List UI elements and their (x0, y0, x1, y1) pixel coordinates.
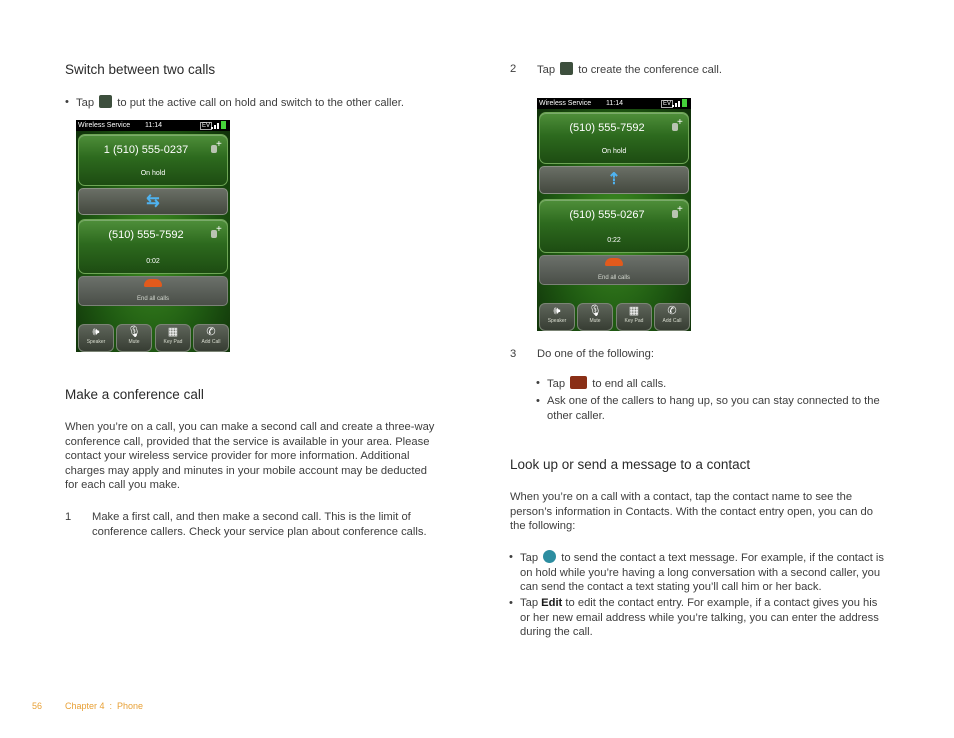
call-keys (537, 301, 691, 331)
add-contact-icon[interactable] (672, 208, 682, 218)
speaker-button[interactable]: 🕪 Speaker (78, 324, 114, 352)
page-number: 56 (32, 701, 43, 711)
swap-calls-icon: ⇆ (146, 192, 160, 210)
text-message-icon (543, 550, 556, 563)
mute-icon: 🎙 (588, 305, 602, 317)
chapter-label: Chapter 4 : Phone (65, 701, 144, 711)
battery-icon (221, 121, 226, 129)
heading-lookup-contact: Look up or send a message to a contact (510, 457, 751, 472)
phone-screenshot-conference (537, 98, 691, 331)
bullet-switch-calls: • Tap to put the active call on hold and switch to the other caller. (76, 95, 436, 111)
add-contact-icon[interactable] (211, 228, 221, 238)
end-all-calls-button[interactable]: End all calls (78, 276, 228, 306)
status-bar: Wireless Service 11:14 EV (537, 98, 691, 109)
speaker-icon: 🕪 (553, 305, 561, 317)
edit-label: Edit (541, 597, 563, 609)
end-all-calls-button[interactable]: End all calls (539, 255, 689, 285)
step-1: 1 Make a first call, and then make a second call. This is the limit of conference callers. Check your service plan about conference calls. (65, 511, 427, 538)
merge-calls-icon: ⇡ (607, 171, 621, 188)
bullet-text-message: • Tap to send the contact a text message. For example, if the contact is on hold while you’re having a long conversation with a second caller, you can send the contact a text stating you’ll call him or her back. (520, 550, 888, 595)
swap-calls-icon (99, 95, 112, 108)
keypad-button[interactable]: ▦ Key Pad (616, 303, 652, 331)
add-call-icon: ✆ (206, 326, 216, 338)
step-2: 2 Tap to create the conference call. (510, 63, 722, 76)
call-card-active[interactable]: (510) 555-0267 + 0:22 (539, 199, 689, 253)
mute-button[interactable]: 🎙 Mute (116, 324, 152, 352)
add-call-icon: ✆ (667, 305, 677, 317)
merge-calls-bar[interactable] (539, 166, 689, 194)
end-call-icon (144, 279, 162, 287)
speaker-button[interactable]: 🕪 Speaker (539, 303, 575, 331)
status-bar: Wireless Service 11:14 EV (76, 120, 230, 131)
speaker-icon: 🕪 (92, 326, 100, 338)
bullet-ask-hang-up: • Ask one of the callers to hang up, so you can stay connected to the other caller. (547, 394, 887, 423)
add-contact-icon[interactable] (211, 143, 221, 153)
mute-icon: 🎙 (127, 326, 141, 338)
keypad-button[interactable]: ▦ Key Pad (155, 324, 191, 352)
end-call-icon (570, 376, 587, 389)
end-call-icon (605, 258, 623, 266)
bullet-end-all: • Tap to end all calls. (547, 376, 887, 392)
add-contact-icon[interactable] (672, 121, 682, 131)
bullet-edit-contact: • Tap Edit to edit the contact entry. For example, if a contact gives you his or her new email address while you’re talking, you can enter the address during the call. (520, 596, 888, 640)
conference-intro: When you’re on a call, you can make a second call and create a three-way conference call, provided that the service is available in your area. Please contact your wireless service provider for more information. Additional charges may apply and minutes in your mobile account may be deducted for each call you make. (65, 421, 435, 492)
call-card-active[interactable]: (510) 555-7592 + 0:02 (78, 219, 228, 274)
add-call-button[interactable]: ✆ Add Call (193, 324, 229, 352)
keypad-icon: ▦ (628, 305, 640, 317)
call-keys (76, 322, 230, 352)
keypad-icon: ▦ (167, 326, 179, 338)
lookup-intro: When you’re on a call with a contact, tap the contact name to see the person’s information in Contacts. With the contact entry open, you can do the following: (510, 491, 873, 533)
add-call-button[interactable]: ✆ Add Call (654, 303, 690, 331)
heading-switch-calls: Switch between two calls (65, 62, 216, 77)
heading-conference-call: Make a conference call (65, 387, 204, 402)
call-card-hold[interactable]: (510) 555-7592 + On hold (539, 112, 689, 164)
mute-button[interactable]: 🎙 Mute (577, 303, 613, 331)
battery-icon (682, 99, 687, 107)
signal-icon: EV (661, 100, 687, 107)
phone-screenshot-switch (76, 120, 230, 352)
merge-calls-icon (560, 62, 573, 75)
step-3: 3 Do one of the following: (510, 348, 654, 360)
call-card-hold[interactable]: 1 (510) 555-0237 + On hold (78, 134, 228, 186)
swap-calls-bar[interactable] (78, 188, 228, 215)
signal-icon: EV (200, 122, 226, 129)
